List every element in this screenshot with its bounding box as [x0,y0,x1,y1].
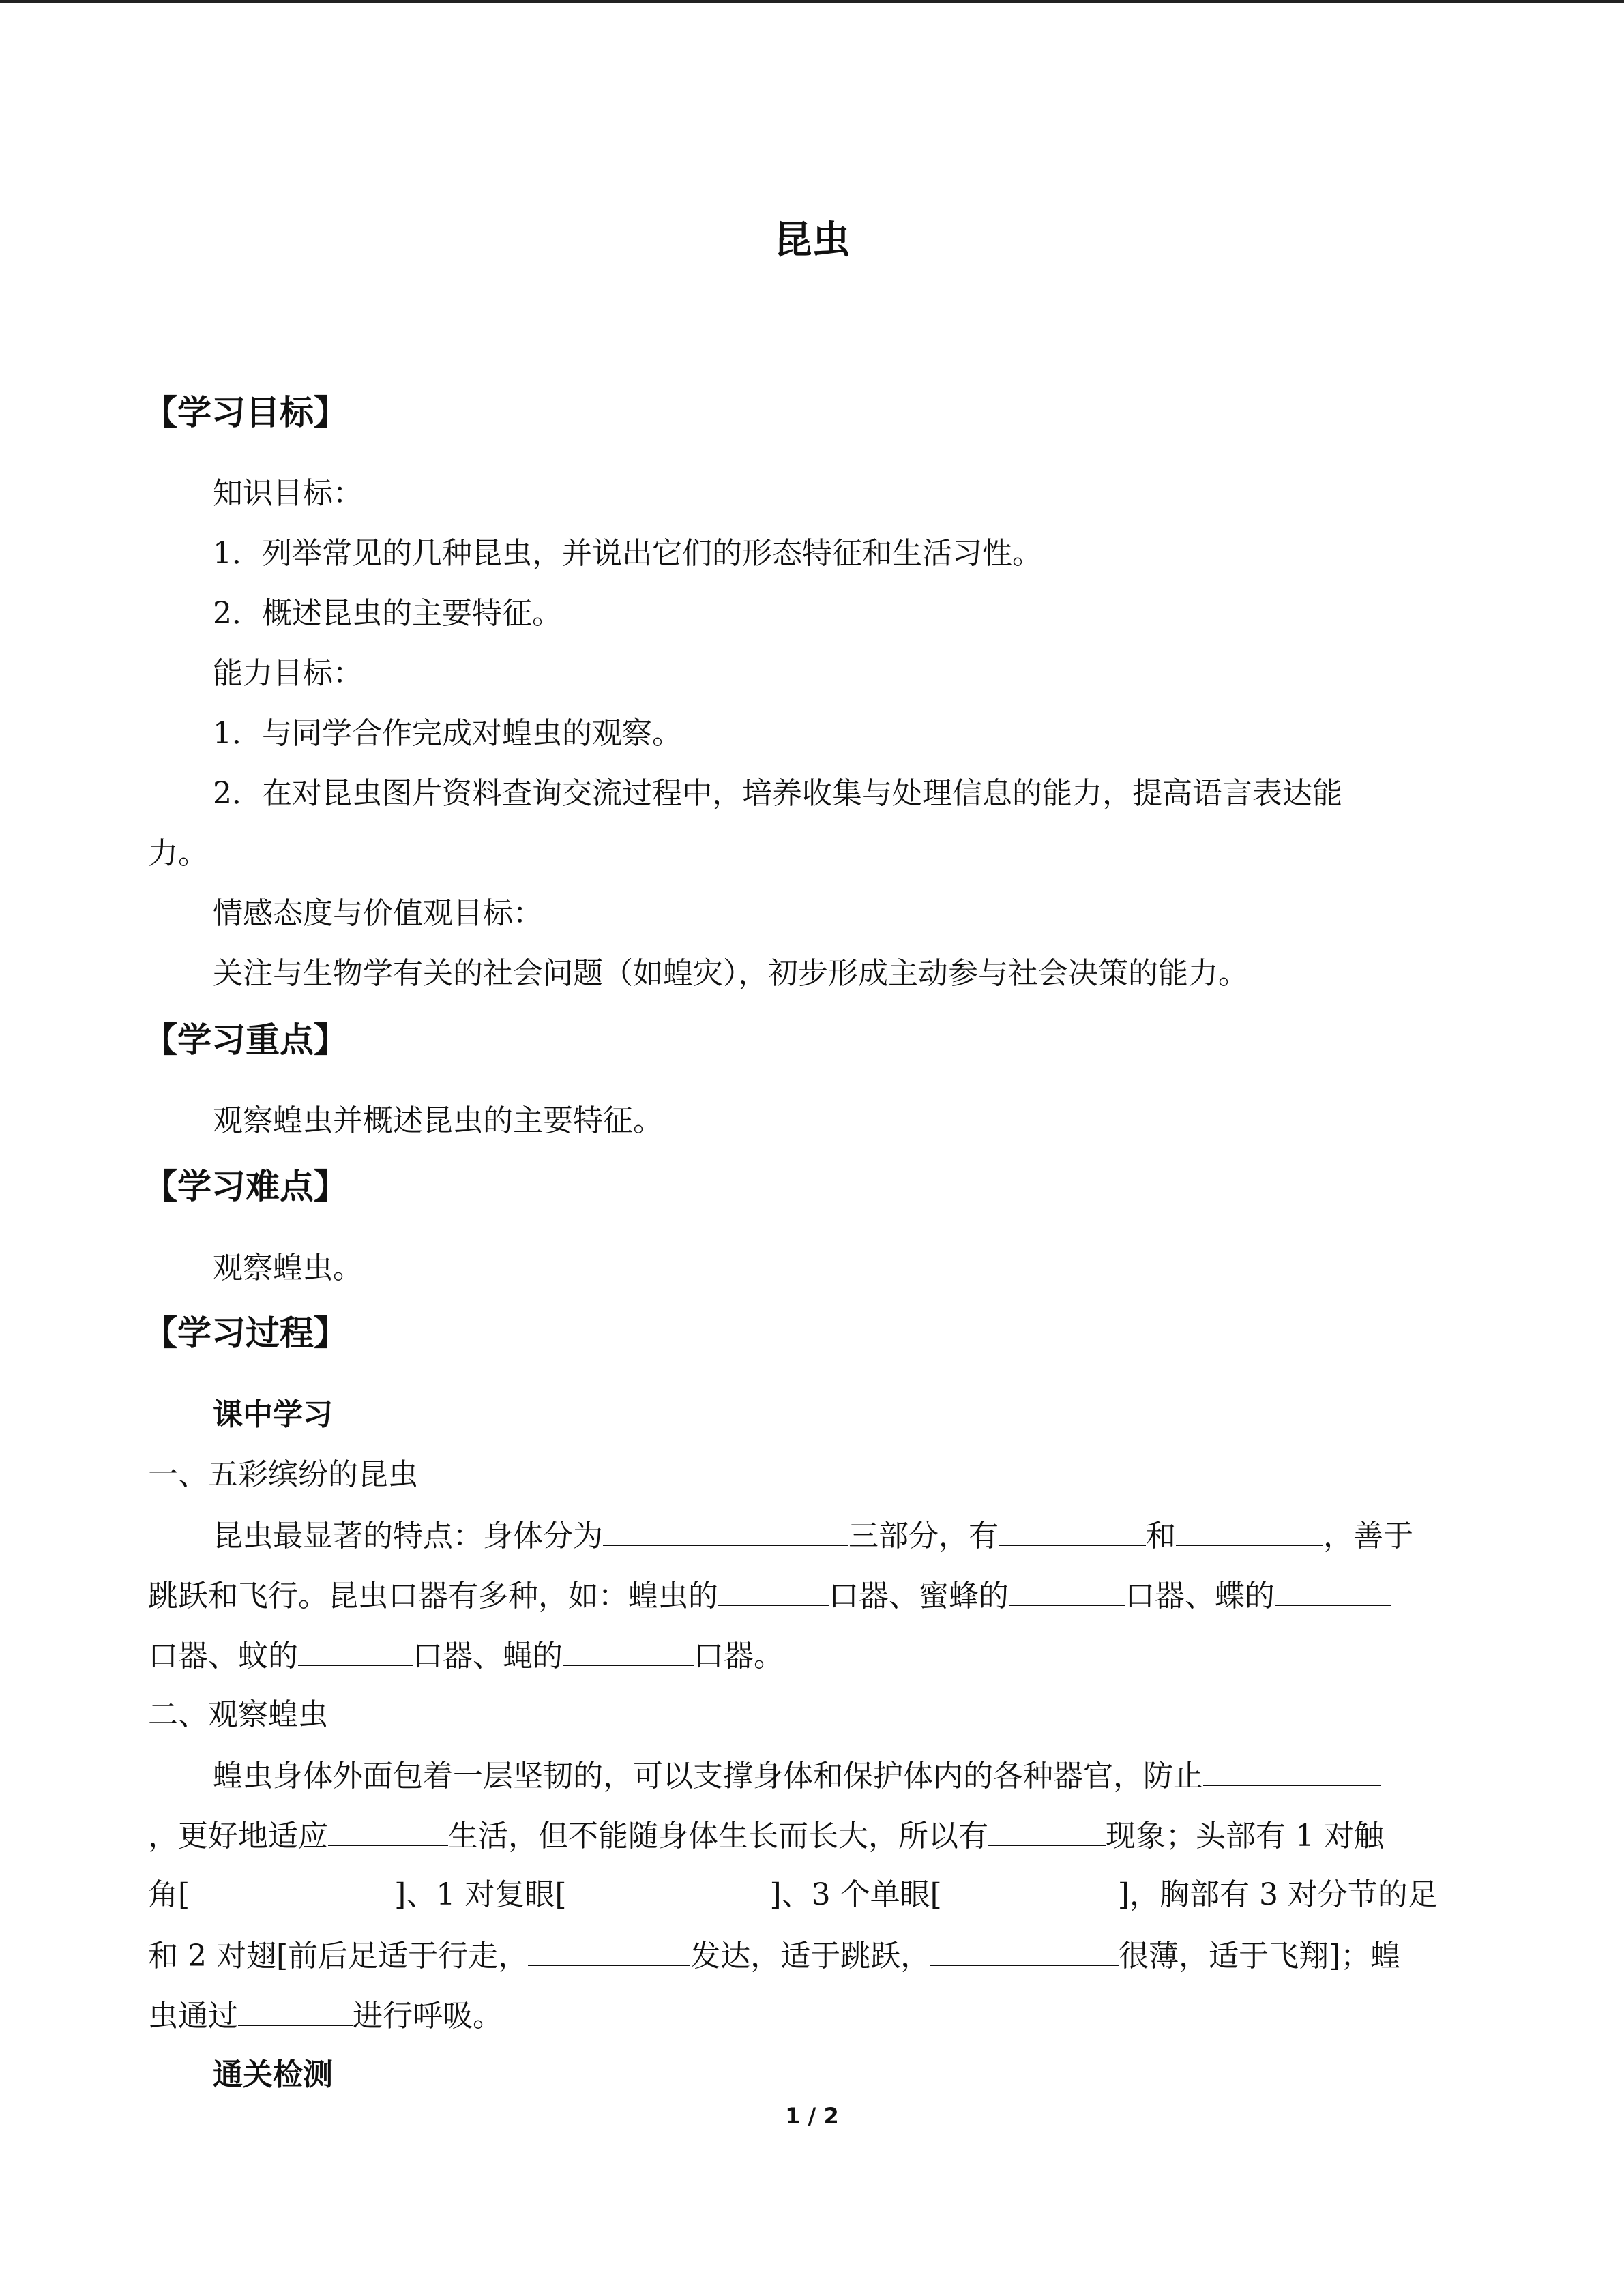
answer-blank[interactable] [528,1935,690,1966]
fill-in-paragraph-1-line1 [213,1515,1413,1557]
text-segment: ]、3 个单眼[ [769,1877,942,1912]
ability-objective-2-line1: 2．在对昆虫图片资料查询交流过程中，培养收集与处理信息的能力，提高语言表达能 [213,776,1342,811]
in-class-learning-label: 课中学习 [213,1397,333,1432]
text-segment: ，善于 [1323,1519,1413,1553]
heading-learning-process: 【学习过程】 [143,1313,348,1353]
text-segment: ，更好地适应 [148,1819,328,1853]
text-segment: 口器、蝇的 [413,1639,563,1673]
text-segment: 很薄，适于飞翔]；蝗 [1119,1939,1401,1973]
fill-in-paragraph-2-line5 [148,1995,503,2037]
text-segment: 和 [1146,1519,1176,1553]
emotion-objectives-label: 情感态度与价值观目标： [213,896,543,931]
answer-blank[interactable] [718,1575,829,1606]
text-segment: 现象；头部有 1 对触 [1106,1819,1384,1853]
fill-in-paragraph-2-line1 [213,1755,1381,1797]
answer-blank[interactable] [298,1635,413,1666]
text-segment: 进行呼吸。 [353,1999,503,2033]
knowledge-objectives-label: 知识目标： [213,476,363,511]
answer-blank[interactable] [1275,1575,1391,1606]
fill-in-paragraph-1-line2 [148,1575,1391,1617]
answer-blank[interactable] [563,1635,694,1666]
fill-in-paragraph-1-line3 [148,1635,784,1677]
page-number: 1 / 2 [785,2103,839,2129]
text-segment: 和 2 对翅[前后足适于行走， [148,1939,529,1973]
answer-blank[interactable] [1009,1575,1125,1606]
part1-title: 一、五彩缤纷的昆虫 [148,1457,418,1492]
ability-objectives-label: 能力目标： [213,656,363,691]
page-top-border [0,0,1624,3]
difficulties-text: 观察蝗虫。 [213,1251,363,1285]
answer-blank[interactable] [988,1815,1106,1846]
answer-bracket-space[interactable] [566,1898,769,1905]
answer-blank[interactable] [1176,1515,1323,1546]
heading-key-points: 【学习重点】 [143,1020,348,1060]
ability-objective-2-line2: 力。 [148,836,208,871]
text-segment: 三部分，有 [848,1519,999,1553]
text-segment: 虫通过 [148,1999,238,2033]
text-segment: 口器。 [694,1639,784,1673]
key-points-text: 观察蝗虫并概述昆虫的主要特征。 [213,1103,663,1138]
checkpoint-label: 通关检测 [213,2057,333,2092]
text-segment: 跳跃和飞行。昆虫口器有多种，如：蝗虫的 [148,1579,718,1613]
text-segment: 昆虫最显著的特点：身体分为 [213,1519,603,1553]
text-segment: ]、1 对复眼[ [394,1877,567,1912]
text-segment: 发达，适于跳跃， [690,1939,931,1973]
text-segment: ，可以支撑身体和保护体内的各种器官，防止 [603,1759,1203,1793]
answer-blank[interactable] [999,1515,1146,1546]
ability-objective-1: 1．与同学合作完成对蝗虫的观察。 [213,716,682,751]
knowledge-objective-1: 1．列举常见的几种昆虫，并说出它们的形态特征和生活习性。 [213,536,1042,571]
heading-difficulties: 【学习难点】 [143,1167,348,1206]
answer-blank[interactable] [603,1515,848,1546]
fill-in-paragraph-2-line2 [148,1815,1384,1857]
emotion-objective-1: 关注与生物学有关的社会问题（如蝗灾），初步形成主动参与社会决策的能力。 [213,956,1248,991]
knowledge-objective-2: 2．概述昆虫的主要特征。 [213,596,562,631]
part2-title: 二、观察蝗虫 [148,1697,328,1732]
answer-blank[interactable] [930,1935,1119,1966]
answer-bracket-space[interactable] [190,1898,394,1905]
answer-blank[interactable] [328,1815,448,1846]
text-segment: ]，胸部有 3 对分节的足 [1117,1877,1438,1912]
document-title: 昆虫 [773,218,851,263]
fill-in-paragraph-2-line4 [148,1935,1400,1977]
answer-blank[interactable] [238,1995,353,2026]
answer-blank[interactable] [1203,1755,1381,1786]
heading-learning-objectives: 【学习目标】 [143,393,348,432]
text-segment: 角[ [148,1877,190,1912]
answer-bracket-space[interactable] [942,1898,1118,1905]
text-segment: 口器、蝶的 [1125,1579,1275,1613]
text-segment: 蝗虫身体外面包着一层坚韧的 [213,1759,603,1793]
text-segment: 生活，但不能随身体生长而长大，所以有 [448,1819,988,1853]
text-segment: 口器、蚊的 [148,1639,298,1673]
text-segment: 口器、蜜蜂的 [829,1579,1009,1613]
fill-in-paragraph-2-line3 [148,1875,1438,1915]
